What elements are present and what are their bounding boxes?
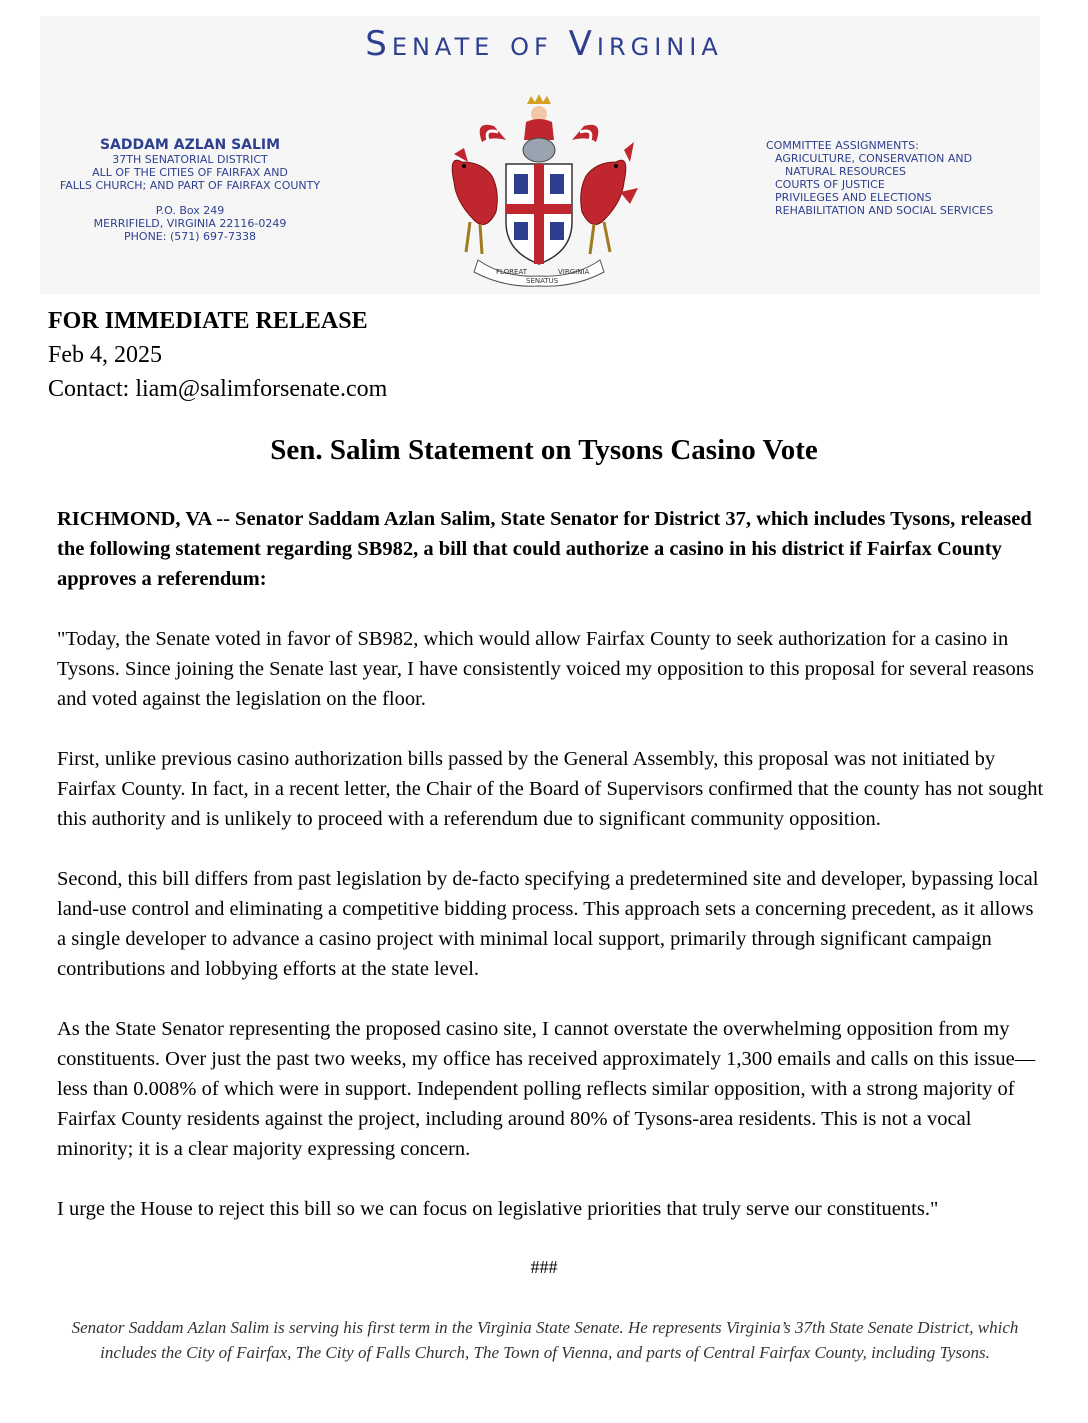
senate-seal-icon: [434, 92, 644, 288]
headline: Sen. Salim Statement on Tysons Casino Vote: [270, 434, 818, 466]
senator-district-line: ALL OF THE CITIES OF FAIRFAX AND: [92, 166, 288, 179]
committee-item: PRIVILEGES AND ELECTIONS: [775, 191, 932, 204]
end-separator: ###: [530, 1257, 558, 1277]
committee-item: COURTS OF JUSTICE: [775, 178, 885, 191]
release-label: FOR IMMEDIATE RELEASE: [48, 308, 368, 334]
body-paragraph: First, unlike previous casino authorization bills passed by the General Assembly, this proposal was not initiated by Fairfax County. In fact, in a recent letter, the Chair of the Board of Supervisors confirmed that the county has not sought this authority and is unlikely to proceed with a referendum due to significant community opposition.: [57, 748, 1044, 830]
body-paragraph: I urge the House to reject this bill so we can focus on legislative priorities that truly serve our constituents.": [57, 1198, 939, 1220]
senator-district: 37TH SENATORIAL DISTRICT: [112, 153, 268, 166]
senate-title: Senate of Virginia: [365, 24, 723, 64]
body-paragraph: "Today, the Senate voted in favor of SB982, which would allow Fairfax County to seek authorization for a casino in Tysons. Since joining the Senate last year, I have consistently voiced my opposition to this proposal for several reasons and voted against the legislation on the floor.: [57, 628, 1034, 710]
committee-item: NATURAL RESOURCES: [785, 165, 907, 178]
senator-bio: Senator Saddam Azlan Salim is serving his first term in the Virginia State Senate. He represents Virginia’s 37th State Senate District, which includes the City of Fairfax, The City of Falls Church, The Town of Vienna, and parts of Central Fairfax County, including Tysons.: [71, 1318, 1019, 1362]
committee-heading: COMMITTEE ASSIGNMENTS:: [766, 139, 919, 152]
body-paragraph: Second, this bill differs from past legislation by de-facto specifying a predetermined site and developer, bypassing local land-use control and eliminating a competitive bidding process. This approach sets a concerning precedent, as it allows a single developer to advance a casino project with minimal local support, primarily through significant campaign contributions and lobbying efforts at the state level.: [57, 868, 1039, 980]
release-contact: Contact: liam@salimforsenate.com: [48, 376, 388, 402]
seal-motto-center: SENATUS: [526, 277, 559, 285]
senator-phone: PHONE: (571) 697-7338: [124, 230, 256, 243]
body-paragraph: As the State Senator representing the proposed casino site, I cannot overstate the overwhelming opposition from my constituents. Over just the past two weeks, my office has received approximately 1,300 emails and calls on this issue— less than 0.008% of which were in support. Independent polling reflects similar opposition, with a strong majority of Fairfax County residents against the project, including around 80% of Tysons-area residents. This is not a vocal minority; it is a clear majority expressing concern.: [57, 1018, 1036, 1160]
senator-info: [40, 137, 340, 243]
senator-city: MERRIFIELD, VIRGINIA 22116-0249: [93, 217, 287, 230]
lead-paragraph: RICHMOND, VA -- Senator Saddam Azlan Salim, State Senator for District 37, which includes Tysons, released the following statement regarding SB982, a bill that could authorize a casino in his district if Fairfax County approves a referendum:: [57, 508, 1032, 590]
release-info: [48, 304, 387, 406]
committee-item: AGRICULTURE, CONSERVATION AND: [775, 152, 973, 165]
statement-body: [57, 504, 1047, 1254]
senator-district-line: FALLS CHURCH; AND PART OF FAIRFAX COUNTY: [59, 179, 321, 192]
senator-po-box: P.O. Box 249: [155, 204, 225, 217]
seal-motto-right: VIRGINIA: [558, 268, 590, 276]
committee-assignments: [766, 139, 1046, 217]
release-date: Feb 4, 2025: [48, 342, 162, 368]
seal-motto-left: FLOREAT: [496, 268, 527, 276]
committee-item: REHABILITATION AND SOCIAL SERVICES: [775, 204, 994, 217]
senator-name: SADDAM AZLAN SALIM: [99, 137, 281, 153]
